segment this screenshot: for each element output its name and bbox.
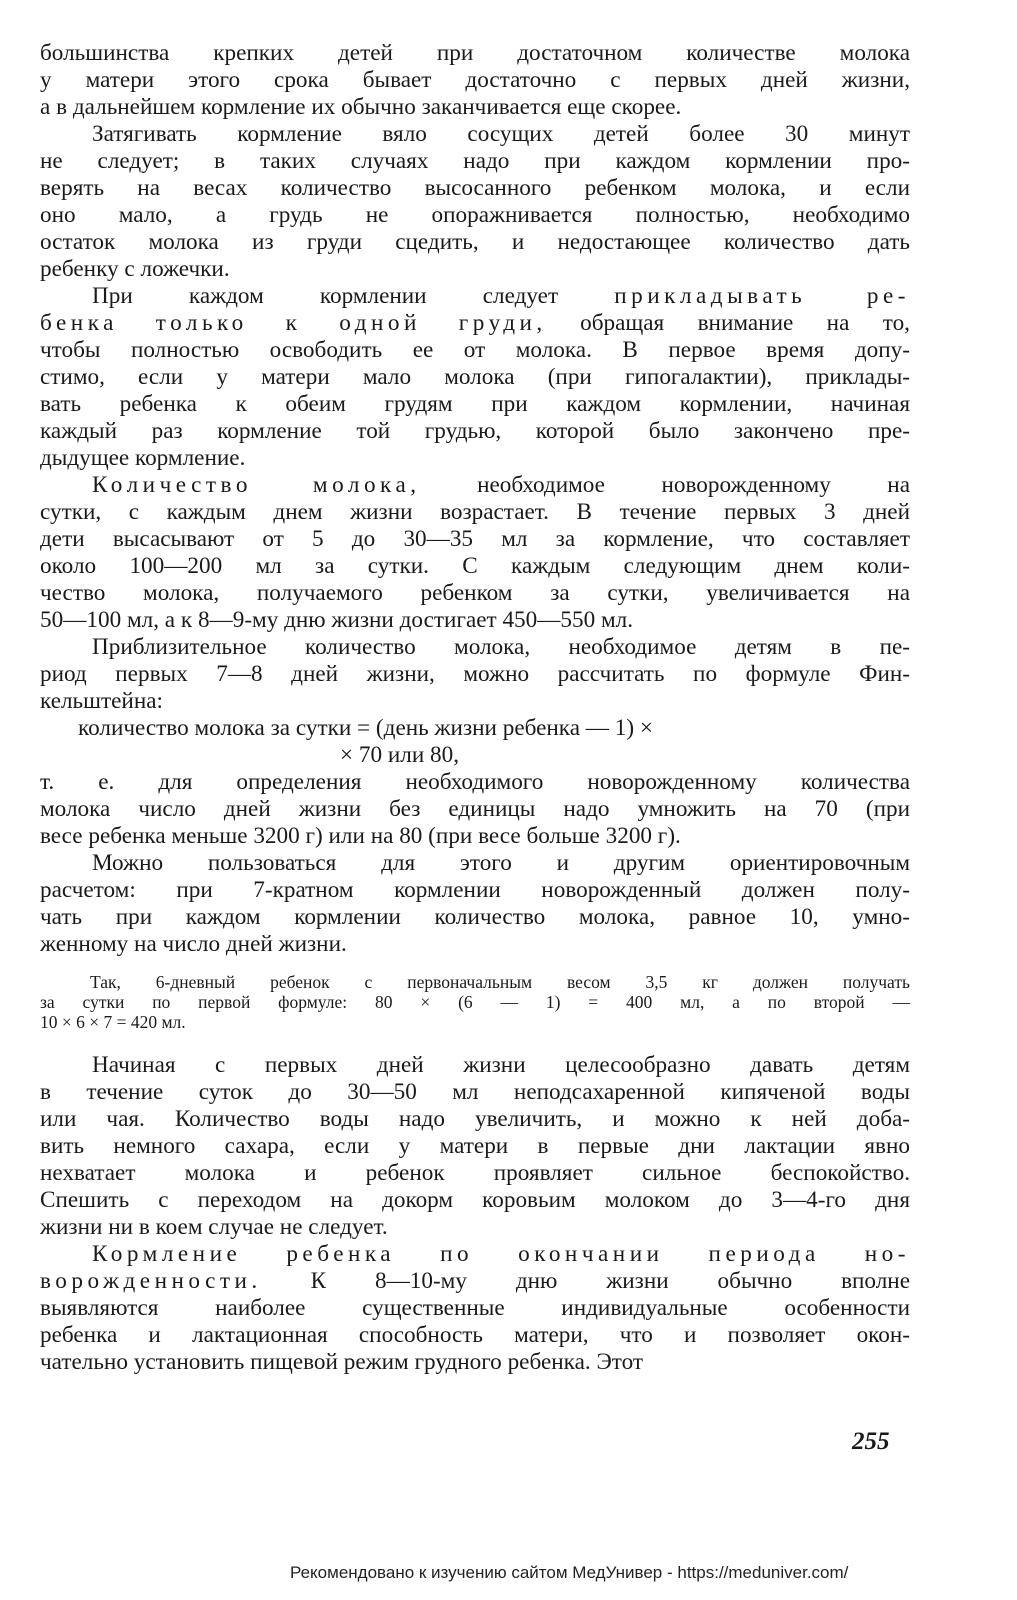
text-line: Спешить с переходом на докорм коровьим молоком до 3—4-го дня: [40, 1187, 910, 1213]
text-line: нехватает молока и ребенок проявляет сильное беспокойство.: [40, 1160, 910, 1186]
text-line: в течение суток до 30—50 мл неподсахаренной кипяченой воды: [40, 1079, 910, 1105]
text-line: около 100—200 мл за сутки. С каждым следующим днем коли-: [40, 553, 910, 579]
text-line: Так, 6-дневный ребенок с первоначальным весом 3,5 кг должен получать: [90, 972, 910, 992]
paragraph-3: [40, 283, 910, 472]
text-line: каждый раз кормление той грудью, которой было закончено пре-: [40, 418, 910, 444]
text-line: [40, 283, 910, 310]
formula-line: количество молока за сутки = (день жизни ребенка — 1) ×: [78, 715, 653, 741]
text-line: [40, 1268, 910, 1295]
text-line: [40, 1241, 910, 1268]
formula-line: × 70 или 80,: [340, 742, 460, 768]
text-line: за сутки по первой формуле: 80 × (6 — 1) = 400 мл, а по второй —: [40, 992, 910, 1012]
text-line: Можно пользоваться для этого и другим ориентировочным: [92, 850, 910, 876]
text-line: остаток молока из груди сцедить, и недостающее количество дать: [40, 229, 910, 255]
emphasis-text: бенка только к одной груди,: [40, 310, 547, 336]
text-run: При каждом кормлении следует: [92, 283, 615, 309]
spacer: [40, 1032, 910, 1052]
book-page: [40, 40, 910, 1376]
text-line: чество молока, получаемого ребенком за сутки, увеличивается на: [40, 580, 910, 606]
emphasis-text: прикладывать ре-: [614, 283, 910, 309]
text-line: т. е. для определения необходимого новорожденному количества: [40, 769, 910, 795]
text-line: большинства крепких детей при достаточном количестве молока: [40, 40, 910, 66]
paragraph-8: [40, 1052, 910, 1241]
footer-watermark: Рекомендовано к изучению сайтом МедУнивер - https://meduniver.com/: [290, 1563, 849, 1582]
text-line: вать ребенка к обеим грудям при каждом кормлении, начиная: [40, 391, 910, 417]
text-line: молока число дней жизни без единицы надо умножить на 70 (при: [40, 796, 910, 822]
text-line: весе ребенка меньше 3200 г) или на 80 (при весе больше 3200 г).: [40, 823, 681, 849]
text-line: а в дальнейшем кормление их обычно заканчивается еще скорее.: [40, 94, 682, 120]
emphasis-text: ворожденности.: [40, 1268, 262, 1294]
text-line: выявляются наиболее существенные индивидуальные особенности: [40, 1295, 910, 1321]
text-line: сутки, с каждым днем жизни возрастает. В течение первых 3 дней: [40, 499, 910, 525]
text-line: дыдущее кормление.: [40, 445, 246, 471]
text-line: Начиная с первых дней жизни целесообразно давать детям: [92, 1052, 910, 1078]
paragraph-5: [40, 634, 910, 715]
text-line: [40, 310, 910, 337]
text-line: дети высасывают от 5 до 30—35 мл за кормление, что составляет: [40, 526, 910, 552]
text-line: Затягивать кормление вяло сосущих детей более 30 минут: [92, 121, 910, 147]
example-note: [40, 972, 910, 1032]
paragraph-2: [40, 121, 910, 283]
text-line: риод первых 7—8 дней жизни, можно рассчитать по формуле Фин-: [40, 661, 910, 687]
text-line: верять на весах количество высосанного ребенком молока, и если: [40, 175, 910, 201]
text-line: оно мало, а грудь не опоражнивается полностью, необходимо: [40, 202, 910, 228]
paragraph-9: [40, 1241, 910, 1376]
paragraph-6: [40, 769, 910, 850]
text-line: 10 × 6 × 7 = 420 мл.: [40, 1012, 186, 1032]
text-line: ребенка и лактационная способность матери, что и позволяет окон-: [40, 1322, 910, 1348]
page-number: 255: [852, 1428, 890, 1455]
text-line: чтобы полностью освободить ее от молока. В первое время допу-: [40, 337, 910, 363]
text-line: чательно установить пищевой режим грудного ребенка. Этот: [40, 1349, 644, 1375]
text-line: [40, 472, 910, 499]
text-line: стимо, если у матери мало молока (при гипогалактии), приклады-: [40, 364, 910, 390]
text-line: 50—100 мл, а к 8—9-му дню жизни достигает 450—550 мл.: [40, 607, 634, 633]
text-line: жизни ни в коем случае не следует.: [40, 1214, 388, 1240]
paragraph-7: [40, 850, 910, 958]
text-line: вить немного сахара, если у матери в первые дни лактации явно: [40, 1133, 910, 1159]
text-line: ребенку с ложечки.: [40, 256, 230, 282]
emphasis-text: Количество молока,: [92, 472, 421, 498]
text-line: или чая. Количество воды надо увеличить, и можно к ней доба-: [40, 1106, 910, 1132]
text-run: необходимое новорожденному на: [420, 472, 911, 498]
text-line: не следует; в таких случаях надо при каждом кормлении про-: [40, 148, 910, 174]
paragraph-1: [40, 40, 910, 121]
finkelstein-formula: [40, 715, 910, 769]
text-line: чать при каждом кормлении количество молока, равное 10, умно-: [40, 904, 910, 930]
emphasis-text: Кормление ребенка по окончании периода но-: [92, 1241, 910, 1267]
paragraph-4: [40, 472, 910, 634]
text-line: кельштейна:: [40, 688, 163, 714]
text-line: у матери этого срока бывает достаточно с первых дней жизни,: [40, 67, 910, 93]
text-line: расчетом: при 7-кратном кормлении новорожденный должен полу-: [40, 877, 910, 903]
text-run: обращая внимание на то,: [546, 310, 910, 336]
text-line: Приблизительное количество молока, необходимое детям в пе-: [92, 634, 910, 660]
text-line: женному на число дней жизни.: [40, 931, 347, 957]
text-run: К 8—10-му дню жизни обычно вполне: [261, 1268, 910, 1294]
